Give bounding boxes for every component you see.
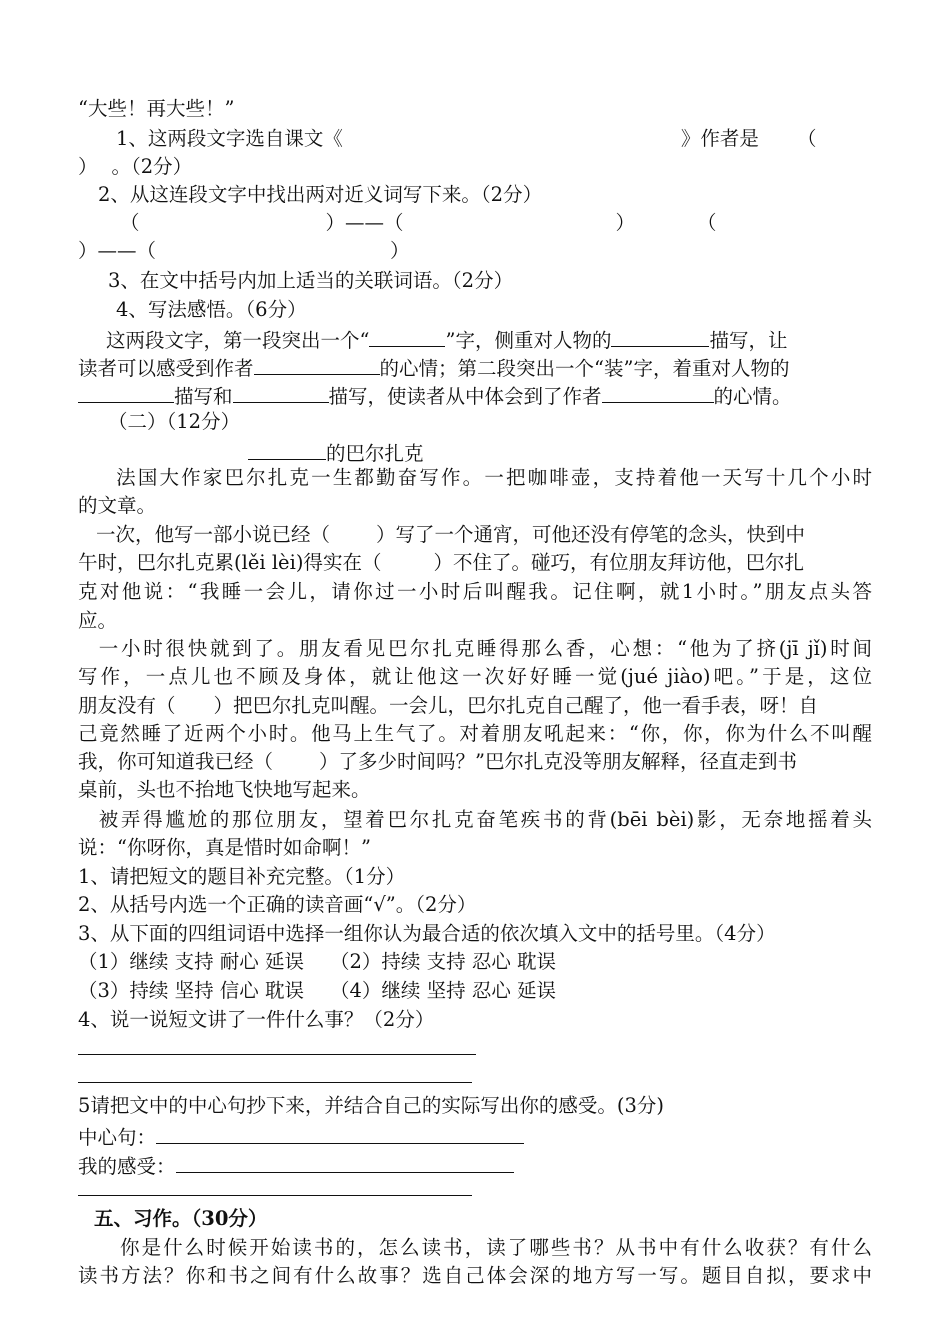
question-1-line: 1、这两段文字选自课文《 》作者是 （: [116, 127, 817, 150]
composition-heading: 五、习作。（30分）: [94, 1207, 268, 1230]
section-2-heading: （二）（12分）: [108, 410, 241, 433]
option-1[interactable]: （1）继续 支持 耐心 延误: [78, 950, 305, 973]
synonym-pair-line-2: ）——（ ）: [78, 239, 410, 262]
writing-insight-line-1: 这两段文字，第一段突出一个“ ”字，侧重对人物的 描写，让: [78, 324, 872, 355]
passage-para-4-line-2: 说：“你呀你，真是惜时如命啊！”: [78, 836, 371, 859]
feeling-line: 我的感受：: [78, 1150, 872, 1181]
question-b5: 5请把文中的中心句抄下来，并结合自己的实际写出你的感受。(3分): [78, 1094, 665, 1117]
answer-line[interactable]: [78, 1082, 472, 1083]
passage-para-3-line-1: 一小时很快就到了。朋友看见巴尔扎克睡得那么香，心想：“他为了挤(jī jǐ)时间: [96, 637, 872, 660]
passage-para-2-line-1: 一次，他写一部小说已经（ ）写了一个通宵，可他还没有停笔的念头，快到中: [96, 523, 806, 546]
passage-para-2-line-2: 午时，巴尔扎克累(lěi lèi)得实在（ ）不住了。碰巧，有位朋友拜访他，巴尔扎: [78, 551, 804, 574]
passage-para-4-line-1: 被弄得尴尬的那位朋友，望着巴尔扎克奋笔疾书的背(bēi bèi)影，无奈地摇着头: [96, 808, 872, 831]
question-b2: 2、从括号内选一个正确的读音画“√”。（2分）: [78, 893, 477, 916]
passage-title: 的巴尔扎克: [78, 437, 872, 468]
answer-blank[interactable]: [369, 324, 445, 347]
passage-para-1-end: 的文章。: [78, 494, 157, 517]
option-3[interactable]: （3）持续 坚持 信心 耽误: [78, 979, 305, 1002]
answer-blank[interactable]: [78, 380, 174, 403]
passage-para-3-line-2: 写作，一点儿也不顾及身体，就让他这一次好好睡一觉(jué jiào)吧。”于是，这位: [78, 665, 872, 688]
question-2-label: 2、从这连段文字中找出两对近义词写下来。（2分）: [98, 183, 543, 206]
option-2[interactable]: （2）持续 支持 忍心 耽误: [330, 950, 557, 973]
passage-para-1: 法国大作家巴尔扎克一生都勤奋写作。一把咖啡壶，支持着他一天写十几个小时: [114, 466, 872, 489]
answer-blank[interactable]: [602, 380, 714, 403]
answer-blank[interactable]: [611, 324, 709, 347]
passage-para-3-line-6: 桌前，头也不抬地飞快地写起来。: [78, 778, 371, 801]
answer-blank[interactable]: [254, 352, 380, 375]
answer-line[interactable]: [78, 1195, 472, 1196]
question-4-label: 4、写法感悟。（6分）: [116, 298, 307, 321]
center-sentence-blank[interactable]: [156, 1121, 524, 1144]
passage-para-2-line-3: 克对他说：“我睡一会儿，请你过一小时后叫醒我。记住啊，就1小时。”朋友点头答: [78, 580, 872, 603]
passage-para-3-line-4: 己竟然睡了近两个小时。他马上生气了。对着朋友吼起来：“你，你，你为什么不叫醒: [78, 722, 872, 745]
synonym-pair-line-1: （ ）——（ ） （: [120, 211, 717, 234]
question-b3: 3、从下面的四组词语中选择一组你认为最合适的依次填入文中的括号里。（4分）: [78, 922, 776, 945]
composition-prompt-line-1: 你是什么时候开始读书的，怎么读书，读了哪些书？从书中有什么收获？有什么: [118, 1236, 872, 1259]
center-sentence-line: 中心句：: [78, 1121, 872, 1152]
question-b1: 1、请把短文的题目补充完整。（1分）: [78, 865, 406, 888]
question-3-label: 3、在文中括号内加上适当的关联词语。（2分）: [108, 269, 514, 292]
options-row-1: [78, 948, 872, 976]
writing-insight-line-3: 描写和 描写，使读者从中体会到了作者 的心情。: [78, 380, 872, 411]
passage-para-2-line-4: 应。: [78, 609, 118, 632]
answer-line[interactable]: [78, 1054, 476, 1055]
question-b4: 4、说一说短文讲了一件什么事？（2分）: [78, 1008, 435, 1031]
question-1-continued: ） 。（2分）: [78, 155, 193, 178]
composition-prompt-line-2: 读书方法？你和书之间有什么故事？选自己体会深的地方写一写。题目自拟，要求中: [78, 1264, 872, 1287]
writing-insight-line-2: 读者可以感受到作者 的心情；第二段突出一个“装”字，着重对人物的: [78, 352, 872, 383]
passage-para-3-line-5: 我，你可知道我已经（ ）了多少时间吗？”巴尔扎克没等朋友解释，径直走到书: [78, 750, 797, 773]
option-4[interactable]: （4）继续 坚持 忍心 延误: [330, 979, 557, 1002]
answer-blank[interactable]: [233, 380, 329, 403]
options-row-2: [78, 977, 872, 1005]
question-1-label: 1、这两段文字选自课文《: [116, 127, 343, 150]
quote-line: “大些！再大些！”: [78, 97, 235, 120]
passage-para-3-line-3: 朋友没有（ ）把巴尔扎克叫醒。一会儿，巴尔扎克自己醒了，他一看手表，呀！自: [78, 694, 819, 717]
feeling-blank[interactable]: [176, 1150, 514, 1173]
title-blank[interactable]: [248, 437, 326, 460]
